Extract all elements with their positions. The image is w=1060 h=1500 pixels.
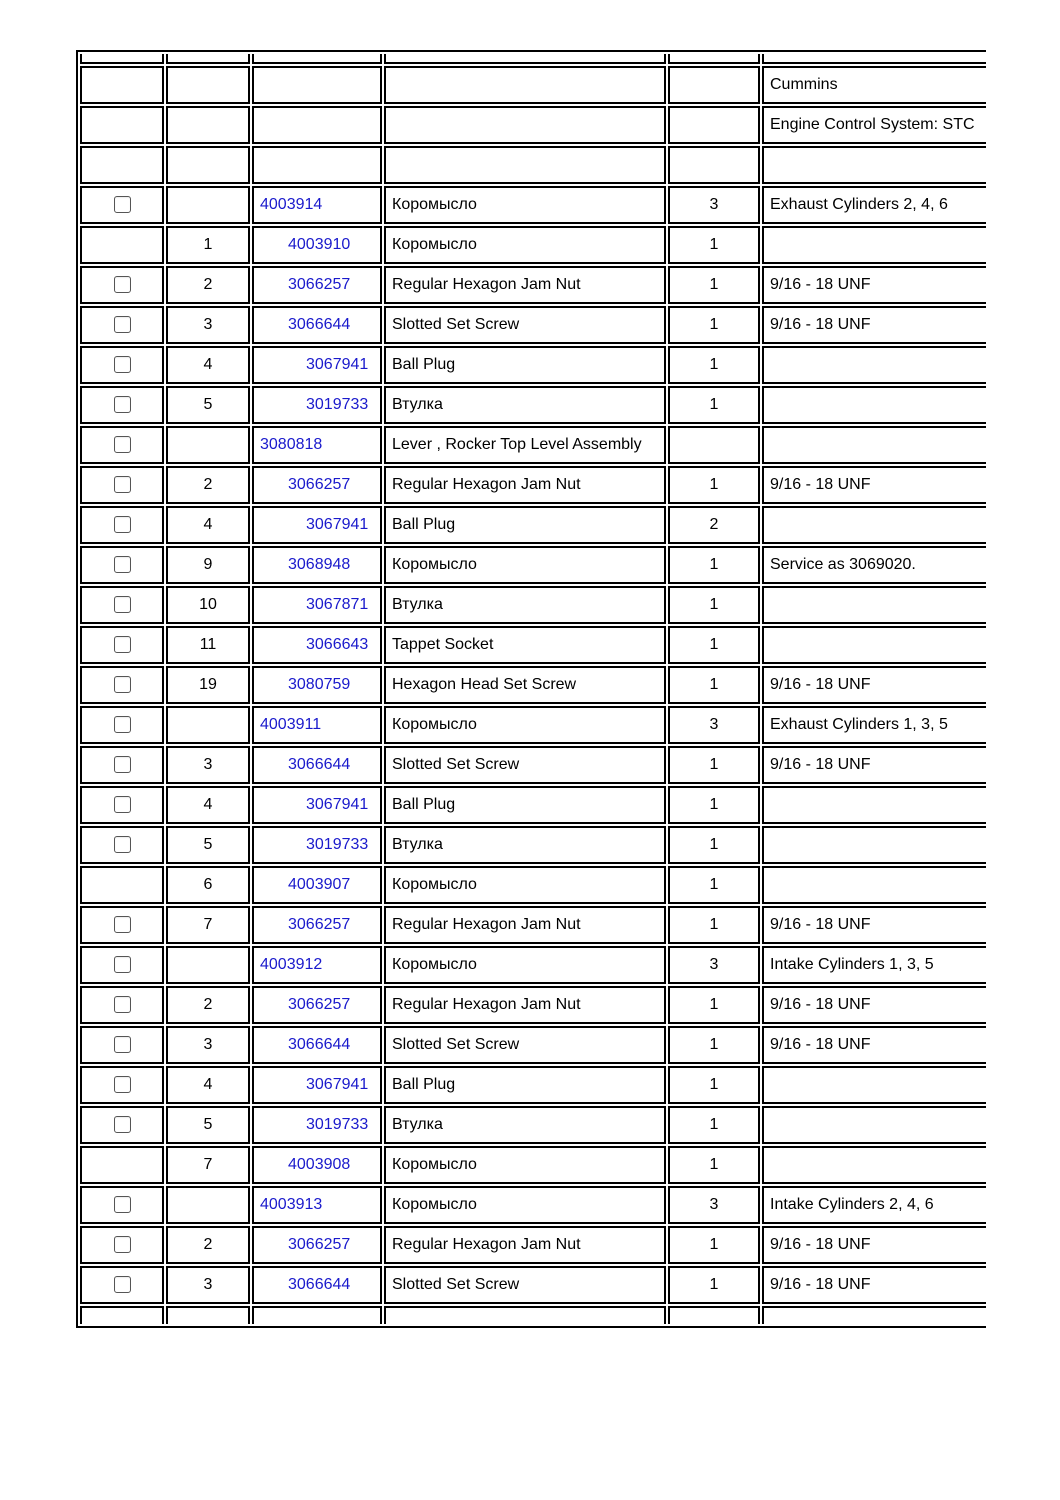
notes-cell: Exhaust Cylinders 2, 4, 6 xyxy=(762,186,986,224)
quantity-cell: 1 xyxy=(668,306,760,344)
select-cell xyxy=(80,786,164,824)
part-number-link[interactable]: 3080759 xyxy=(288,676,351,693)
table-row xyxy=(80,426,986,464)
quantity-cell: 3 xyxy=(668,1186,760,1224)
select-cell xyxy=(80,1106,164,1144)
part-number-link[interactable]: 3066644 xyxy=(288,1036,351,1053)
table-row xyxy=(80,1226,986,1264)
item-number-cell: 11 xyxy=(166,626,250,664)
description-cell: Regular Hexagon Jam Nut xyxy=(384,906,666,944)
item-number-cell: 5 xyxy=(166,386,250,424)
part-number-link[interactable]: 4003911 xyxy=(260,716,322,733)
part-number-link[interactable]: 4003913 xyxy=(260,1196,323,1213)
notes-cell xyxy=(762,1066,986,1104)
part-number-cell xyxy=(252,706,382,744)
part-number-link[interactable]: 4003908 xyxy=(288,1156,351,1173)
parts-table xyxy=(76,50,986,1328)
description-cell: Коромысло xyxy=(384,186,666,224)
table-row xyxy=(80,466,986,504)
item-number-cell: 3 xyxy=(166,746,250,784)
row-select-checkbox[interactable] xyxy=(114,476,131,493)
table-row xyxy=(80,626,986,664)
description-cell: Slotted Set Screw xyxy=(384,1026,666,1064)
part-number-link[interactable]: 3066257 xyxy=(288,276,351,293)
item-number-cell: 4 xyxy=(166,1066,250,1104)
part-number-link[interactable]: 4003907 xyxy=(288,876,351,893)
part-number-cell xyxy=(252,386,382,424)
select-cell xyxy=(80,426,164,464)
part-number-cell xyxy=(252,506,382,544)
part-number-cell xyxy=(252,466,382,504)
description-cell: Втулка xyxy=(384,586,666,624)
item-number-cell: 5 xyxy=(166,1106,250,1144)
quantity-cell: 1 xyxy=(668,866,760,904)
part-number-cell xyxy=(252,1026,382,1064)
part-number-cell xyxy=(252,346,382,384)
quantity-cell: 1 xyxy=(668,466,760,504)
quantity-cell: 1 xyxy=(668,1266,760,1304)
item-number-cell: 2 xyxy=(166,1226,250,1264)
select-cell xyxy=(80,346,164,384)
part-number-cell xyxy=(252,1066,382,1104)
quantity-cell: 3 xyxy=(668,946,760,984)
notes-cell: 9/16 - 18 UNF xyxy=(762,1266,986,1304)
item-number-cell xyxy=(166,946,250,984)
part-number-link[interactable]: 3066257 xyxy=(288,916,351,933)
description-cell: Slotted Set Screw xyxy=(384,746,666,784)
table-row xyxy=(80,306,986,344)
table-row xyxy=(80,1266,986,1304)
description-cell: Tappet Socket xyxy=(384,626,666,664)
notes-cell: Engine Control System: STC xyxy=(762,106,986,144)
notes-cell: Intake Cylinders 2, 4, 6 xyxy=(762,1186,986,1224)
row-select-checkbox[interactable] xyxy=(114,596,131,613)
row-select-checkbox[interactable] xyxy=(114,636,131,653)
table-row xyxy=(80,546,986,584)
description-cell: Lever , Rocker Top Level Assembly xyxy=(384,426,666,464)
table-row xyxy=(80,946,986,984)
part-number-cell xyxy=(252,946,382,984)
description-cell: Коромысло xyxy=(384,706,666,744)
select-cell xyxy=(80,1266,164,1304)
description-cell: Коромысло xyxy=(384,1186,666,1224)
notes-cell xyxy=(762,226,986,264)
description-cell: Ball Plug xyxy=(384,1066,666,1104)
part-number-link[interactable]: 3066643 xyxy=(306,636,369,653)
part-number-link[interactable]: 4003910 xyxy=(288,236,351,253)
item-number-cell: 7 xyxy=(166,1146,250,1184)
notes-cell xyxy=(762,386,986,424)
part-number-cell xyxy=(252,786,382,824)
item-number-cell: 6 xyxy=(166,866,250,904)
part-number-cell xyxy=(252,826,382,864)
select-cell xyxy=(80,386,164,424)
notes-cell: 9/16 - 18 UNF xyxy=(762,666,986,704)
item-number-cell: 3 xyxy=(166,306,250,344)
notes-cell: 9/16 - 18 UNF xyxy=(762,986,986,1024)
part-number-cell xyxy=(252,666,382,704)
quantity-cell: 1 xyxy=(668,1226,760,1264)
row-select-checkbox[interactable] xyxy=(114,396,131,413)
item-number-cell: 2 xyxy=(166,986,250,1024)
item-number-cell: 4 xyxy=(166,786,250,824)
item-number-cell: 1 xyxy=(166,226,250,264)
table-row xyxy=(80,346,986,384)
select-cell xyxy=(80,306,164,344)
select-cell xyxy=(80,826,164,864)
row-select-checkbox[interactable] xyxy=(114,436,131,453)
notes-cell: Exhaust Cylinders 1, 3, 5 xyxy=(762,706,986,744)
description-cell: Ball Plug xyxy=(384,346,666,384)
part-number-cell xyxy=(252,306,382,344)
description-cell: Втулка xyxy=(384,386,666,424)
notes-cell xyxy=(762,506,986,544)
notes-cell xyxy=(762,346,986,384)
select-cell xyxy=(80,226,164,264)
row-select-checkbox[interactable] xyxy=(114,1076,131,1093)
part-number-link[interactable]: 3066257 xyxy=(288,996,351,1013)
notes-cell: 9/16 - 18 UNF xyxy=(762,1026,986,1064)
part-number-cell xyxy=(252,426,382,464)
select-cell xyxy=(80,1226,164,1264)
item-number-cell: 5 xyxy=(166,826,250,864)
item-number-cell: 9 xyxy=(166,546,250,584)
quantity-cell: 2 xyxy=(668,506,760,544)
description-cell: Ball Plug xyxy=(384,786,666,824)
quantity-cell: 1 xyxy=(668,1026,760,1064)
row-select-checkbox[interactable] xyxy=(114,316,131,333)
description-cell: Hexagon Head Set Screw xyxy=(384,666,666,704)
table-row xyxy=(80,906,986,944)
part-number-link[interactable]: 3066644 xyxy=(288,756,351,773)
item-number-cell xyxy=(166,706,250,744)
table-row xyxy=(80,66,986,104)
notes-cell xyxy=(762,1106,986,1144)
item-number-cell xyxy=(166,426,250,464)
part-number-cell xyxy=(252,746,382,784)
select-cell xyxy=(80,586,164,624)
quantity-cell: 1 xyxy=(668,226,760,264)
table-row xyxy=(80,826,986,864)
description-cell: Regular Hexagon Jam Nut xyxy=(384,1226,666,1264)
select-cell xyxy=(80,466,164,504)
row-select-checkbox[interactable] xyxy=(114,796,131,813)
row-select-checkbox[interactable] xyxy=(114,1036,131,1053)
part-number-cell xyxy=(252,866,382,904)
notes-cell xyxy=(762,426,986,464)
description-cell: Regular Hexagon Jam Nut xyxy=(384,266,666,304)
notes-cell: Service as 3069020. xyxy=(762,546,986,584)
part-number-link[interactable]: 4003914 xyxy=(260,196,323,213)
select-cell xyxy=(80,186,164,224)
select-cell xyxy=(80,986,164,1024)
table-row xyxy=(80,266,986,304)
description-cell: Коромысло xyxy=(384,1146,666,1184)
select-cell xyxy=(80,866,164,904)
table-row xyxy=(80,1066,986,1104)
part-number-cell xyxy=(252,1266,382,1304)
quantity-cell: 1 xyxy=(668,1066,760,1104)
description-cell: Коромысло xyxy=(384,866,666,904)
item-number-cell xyxy=(166,1186,250,1224)
part-number-cell xyxy=(252,1146,382,1184)
part-number-link[interactable]: 3067941 xyxy=(306,796,369,813)
row-select-checkbox[interactable] xyxy=(114,1276,131,1293)
quantity-cell: 1 xyxy=(668,906,760,944)
part-number-cell xyxy=(252,1106,382,1144)
table-row xyxy=(80,146,986,184)
select-cell xyxy=(80,666,164,704)
part-number-link[interactable]: 3066644 xyxy=(288,1276,351,1293)
item-number-cell xyxy=(166,186,250,224)
table-row xyxy=(80,1106,986,1144)
table-row xyxy=(80,1146,986,1184)
part-number-link[interactable]: 3066644 xyxy=(288,316,351,333)
description-cell: Regular Hexagon Jam Nut xyxy=(384,986,666,1024)
table-row xyxy=(80,786,986,824)
notes-cell xyxy=(762,866,986,904)
part-number-link[interactable]: 3066257 xyxy=(288,1236,351,1253)
select-cell xyxy=(80,1026,164,1064)
parts-table-wrapper xyxy=(76,0,986,1500)
row-select-checkbox[interactable] xyxy=(114,276,131,293)
row-select-checkbox[interactable] xyxy=(114,516,131,533)
row-select-checkbox[interactable] xyxy=(114,996,131,1013)
item-number-cell: 3 xyxy=(166,1026,250,1064)
table-row xyxy=(80,746,986,784)
notes-cell xyxy=(762,146,986,184)
row-select-checkbox[interactable] xyxy=(114,716,131,733)
part-number-link[interactable]: 3019733 xyxy=(306,1116,369,1133)
row-select-checkbox[interactable] xyxy=(114,356,131,373)
part-number-link[interactable]: 3019733 xyxy=(306,396,369,413)
quantity-cell: 1 xyxy=(668,746,760,784)
quantity-cell: 1 xyxy=(668,666,760,704)
part-number-link[interactable]: 3019733 xyxy=(306,836,369,853)
part-number-cell xyxy=(252,1186,382,1224)
description-cell: Коромысло xyxy=(384,546,666,584)
notes-cell xyxy=(762,826,986,864)
select-cell xyxy=(80,506,164,544)
item-number-cell: 4 xyxy=(166,346,250,384)
select-cell xyxy=(80,1146,164,1184)
quantity-cell: 1 xyxy=(668,586,760,624)
row-select-checkbox[interactable] xyxy=(114,676,131,693)
part-number-cell xyxy=(252,986,382,1024)
table-row xyxy=(80,666,986,704)
part-number-cell xyxy=(252,226,382,264)
notes-cell: 9/16 - 18 UNF xyxy=(762,1226,986,1264)
quantity-cell: 1 xyxy=(668,826,760,864)
item-number-cell: 2 xyxy=(166,466,250,504)
row-select-checkbox[interactable] xyxy=(114,1236,131,1253)
description-cell: Slotted Set Screw xyxy=(384,306,666,344)
description-cell: Ball Plug xyxy=(384,506,666,544)
select-cell xyxy=(80,626,164,664)
description-cell: Коромысло xyxy=(384,226,666,264)
part-number-link[interactable]: 3068948 xyxy=(288,556,351,573)
description-cell: Regular Hexagon Jam Nut xyxy=(384,466,666,504)
quantity-cell: 1 xyxy=(668,786,760,824)
notes-cell xyxy=(762,626,986,664)
select-cell xyxy=(80,746,164,784)
part-number-cell xyxy=(252,186,382,224)
item-number-cell: 10 xyxy=(166,586,250,624)
table-row xyxy=(80,106,986,144)
row-select-checkbox[interactable] xyxy=(114,1116,131,1133)
part-number-cell xyxy=(252,586,382,624)
notes-cell: 9/16 - 18 UNF xyxy=(762,746,986,784)
table-row xyxy=(80,186,986,224)
notes-cell xyxy=(762,1146,986,1184)
part-number-link[interactable]: 3066257 xyxy=(288,476,351,493)
quantity-cell: 1 xyxy=(668,626,760,664)
row-select-checkbox[interactable] xyxy=(114,956,131,973)
select-cell xyxy=(80,1066,164,1104)
notes-cell xyxy=(762,786,986,824)
row-select-checkbox[interactable] xyxy=(114,756,131,773)
part-number-link[interactable]: 3067941 xyxy=(306,516,369,533)
item-number-cell: 19 xyxy=(166,666,250,704)
part-number-cell xyxy=(252,906,382,944)
part-number-cell xyxy=(252,266,382,304)
part-number-cell xyxy=(252,626,382,664)
item-number-cell: 3 xyxy=(166,1266,250,1304)
notes-cell: 9/16 - 18 UNF xyxy=(762,466,986,504)
quantity-cell: 3 xyxy=(668,706,760,744)
quantity-cell xyxy=(668,426,760,464)
quantity-cell: 1 xyxy=(668,1106,760,1144)
notes-cell xyxy=(762,586,986,624)
select-cell xyxy=(80,266,164,304)
description-cell: Slotted Set Screw xyxy=(384,1266,666,1304)
row-select-checkbox[interactable] xyxy=(114,916,131,933)
quantity-cell: 1 xyxy=(668,546,760,584)
quantity-cell: 1 xyxy=(668,386,760,424)
quantity-cell: 1 xyxy=(668,346,760,384)
row-select-checkbox[interactable] xyxy=(114,1196,131,1213)
notes-cell: 9/16 - 18 UNF xyxy=(762,306,986,344)
part-number-link[interactable]: 3067871 xyxy=(306,596,369,613)
part-number-cell xyxy=(252,546,382,584)
table-row xyxy=(80,386,986,424)
select-cell xyxy=(80,706,164,744)
table-row xyxy=(80,866,986,904)
table-row xyxy=(80,706,986,744)
quantity-cell: 1 xyxy=(668,1146,760,1184)
part-number-link[interactable]: 3067941 xyxy=(306,356,369,373)
item-number-cell: 4 xyxy=(166,506,250,544)
row-select-checkbox[interactable] xyxy=(114,556,131,573)
table-row-continued xyxy=(80,54,986,64)
quantity-cell: 1 xyxy=(668,986,760,1024)
table-row xyxy=(80,506,986,544)
table-row xyxy=(80,586,986,624)
part-number-cell xyxy=(252,1226,382,1264)
row-select-checkbox[interactable] xyxy=(114,836,131,853)
part-number-link[interactable]: 3080818 xyxy=(260,436,323,453)
description-cell: Коромысло xyxy=(384,946,666,984)
quantity-cell: 3 xyxy=(668,186,760,224)
table-row xyxy=(80,986,986,1024)
item-number-cell: 2 xyxy=(166,266,250,304)
item-number-cell: 7 xyxy=(166,906,250,944)
select-cell xyxy=(80,546,164,584)
part-number-link[interactable]: 4003912 xyxy=(260,956,323,973)
table-row xyxy=(80,226,986,264)
table-row-continued xyxy=(80,1306,986,1324)
table-row xyxy=(80,1186,986,1224)
description-cell: Втулка xyxy=(384,1106,666,1144)
notes-cell: Intake Cylinders 1, 3, 5 xyxy=(762,946,986,984)
part-number-link[interactable]: 3067941 xyxy=(306,1076,369,1093)
notes-cell: 9/16 - 18 UNF xyxy=(762,266,986,304)
description-cell: Втулка xyxy=(384,826,666,864)
row-select-checkbox[interactable] xyxy=(114,196,131,213)
quantity-cell: 1 xyxy=(668,266,760,304)
table-row xyxy=(80,1026,986,1064)
notes-cell: 9/16 - 18 UNF xyxy=(762,906,986,944)
select-cell xyxy=(80,906,164,944)
select-cell xyxy=(80,1186,164,1224)
select-cell xyxy=(80,946,164,984)
notes-cell: Cummins xyxy=(762,66,986,104)
